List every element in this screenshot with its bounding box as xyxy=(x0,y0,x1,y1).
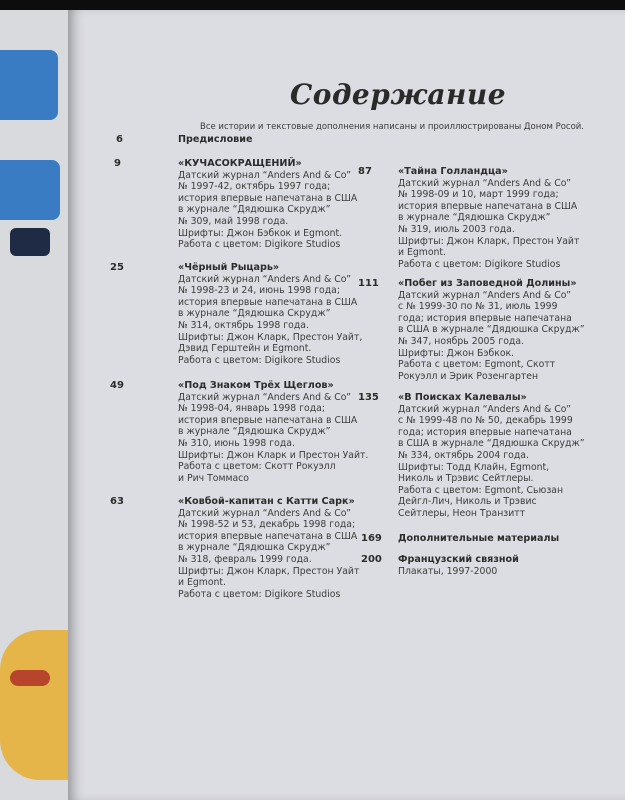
entry-detail-line: Датский журнал “Anders And & Co” xyxy=(398,403,571,415)
entry-detail-line: и Egmont. xyxy=(178,577,227,589)
entry-detail-line: история впервые напечатана в США xyxy=(398,200,578,212)
entry-detail-line: № 1998-04, январь 1998 года; xyxy=(178,403,326,415)
entry-detail-line: года; история впервые напечатана xyxy=(398,426,572,438)
entry-detail-line: в журнале “Дядюшка Скрудж” xyxy=(178,542,331,554)
entry-detail-line: № 347, ноябрь 2005 года. xyxy=(398,335,524,347)
entry-detail-line: история впервые напечатана в США xyxy=(178,414,358,426)
entry-title: Дополнительные материалы xyxy=(398,533,560,544)
entry-detail-line: Работа с цветом: Digikore Studios xyxy=(398,258,561,270)
page-number: 49 xyxy=(110,380,124,391)
page-number: 169 xyxy=(361,533,382,544)
comic-logo-dark-shape xyxy=(10,228,50,256)
facing-page-comic-art xyxy=(0,10,68,800)
entry-detail-line: года; история впервые напечатана xyxy=(398,312,572,324)
comic-character-shape xyxy=(0,630,68,780)
entry-detail-line: Работа с цветом: Egmont, Сьюзан xyxy=(398,484,564,496)
contents-entry xyxy=(178,158,357,251)
entry-detail-line: № 310, июнь 1998 года. xyxy=(178,437,295,449)
entry-detail-line: № 314, октябрь 1998 года. xyxy=(178,319,309,331)
entry-detail-line: в США в журнале “Дядюшка Скрудж” xyxy=(398,324,585,336)
page-number: 135 xyxy=(358,392,379,403)
entry-detail-line: в США в журнале “Дядюшка Скрудж” xyxy=(398,438,585,450)
entry-detail-line: Дейгл-Лич, Николь и Трэвис xyxy=(398,496,537,508)
entry-detail-line: Шрифты: Джон Кларк и Престон Уайт. xyxy=(178,449,369,461)
entry-detail-line: Плакаты, 1997-2000 xyxy=(398,565,498,577)
contents-entry xyxy=(178,262,362,366)
page-number: 111 xyxy=(358,278,379,289)
entry-title: «Чёрный Рыцарь» xyxy=(178,262,280,273)
entry-detail-line: Шрифты: Джон Кларк, Престон Уайт xyxy=(178,565,360,577)
entry-detail-line: и Egmont. xyxy=(398,247,447,259)
entry-detail-line: Датский журнал “Anders And & Co” xyxy=(398,177,571,189)
entry-detail-line: Николь и Трэвис Сейтлеры. xyxy=(398,473,534,485)
entry-detail-line: Работа с цветом: Digikore Studios xyxy=(178,588,341,600)
entry-title: «Побег из Заповедной Долины» xyxy=(398,278,577,289)
entry-detail-line: и Рич Томмасо xyxy=(178,472,249,484)
entry-detail-line: № 1997-42, октябрь 1997 года; xyxy=(178,181,331,193)
entry-detail-line: Шрифты: Джон Кларк, Престон Уайт xyxy=(398,235,580,247)
page-number: 87 xyxy=(358,166,372,177)
entry-title: Предисловие xyxy=(178,134,253,145)
entry-detail-line: в журнале “Дядюшка Скрудж” xyxy=(398,212,551,224)
contents-entry xyxy=(178,496,359,600)
entry-detail-line: № 1998-09 и 10, март 1999 года; xyxy=(398,189,559,201)
entry-detail-line: Датский журнал “Anders And & Co” xyxy=(398,289,571,301)
entry-detail-line: Шрифты: Джон Бэбкок. xyxy=(398,347,515,359)
entry-detail-line: Работа с цветом: Egmont, Скотт xyxy=(398,359,556,371)
contents-entry xyxy=(398,166,579,270)
entry-detail-line: история впервые напечатана в США xyxy=(178,296,358,308)
page-number: 25 xyxy=(110,262,124,273)
entry-detail-line: Датский журнал “Anders And & Co” xyxy=(178,169,351,181)
entry-detail-line: № 334, октябрь 2004 года. xyxy=(398,449,529,461)
page-subtitle: Все истории и текстовые дополнения написаны и проиллюстрированы Доном Росой. xyxy=(200,122,584,132)
entry-detail-line: Датский журнал “Anders And & Co” xyxy=(178,391,351,403)
entry-detail-line: в журнале “Дядюшка Скрудж” xyxy=(178,426,331,438)
entry-title: «Под Знаком Трёх Щеглов» xyxy=(178,380,334,391)
contents-entry xyxy=(398,554,519,577)
page-number: 9 xyxy=(114,158,121,169)
entry-detail-line: Работа с цветом: Скотт Рокуэлл xyxy=(178,461,336,473)
entry-detail-line: с № 1999-48 по № 50, декабрь 1999 xyxy=(398,415,573,427)
page-title: Содержание xyxy=(290,78,507,111)
entry-detail-line: история впервые напечатана в США xyxy=(178,192,358,204)
contents-entry xyxy=(178,134,252,146)
entry-detail-line: Шрифты: Тодд Клайн, Egmont, xyxy=(398,461,550,473)
contents-entry xyxy=(178,380,368,484)
contents-entry xyxy=(398,392,585,520)
entry-title: «КУЧАСОКРАЩЕНИЙ» xyxy=(178,158,302,169)
contents-page xyxy=(68,10,625,800)
comic-character-detail xyxy=(10,670,50,686)
entry-detail-line: № 318, февраль 1999 года. xyxy=(178,553,312,565)
entry-detail-line: Работа с цветом: Digikore Studios xyxy=(178,354,341,366)
entry-title: Французский связной xyxy=(398,554,519,565)
page-number: 6 xyxy=(116,134,123,145)
entry-detail-line: № 1998-52 и 53, декабрь 1998 года; xyxy=(178,519,356,531)
entry-detail-line: Работа с цветом: Digikore Studios xyxy=(178,239,341,251)
entry-detail-line: Датский журнал “Anders And & Co” xyxy=(178,273,351,285)
entry-detail-line: Сейтлеры, Неон Транзитт xyxy=(398,507,526,519)
entry-detail-line: № 309, май 1998 года. xyxy=(178,215,289,227)
entry-title: «В Поисках Калевалы» xyxy=(398,392,527,403)
entry-detail-line: Рокуэлл и Эрик Розенгартен xyxy=(398,370,539,382)
entry-detail-line: № 1998-23 и 24, июнь 1998 года; xyxy=(178,285,340,297)
contents-entry xyxy=(398,533,559,545)
entry-detail-line: в журнале “Дядюшка Скрудж” xyxy=(178,308,331,320)
entry-detail-line: Шрифты: Джон Бэбкок и Egmont. xyxy=(178,227,343,239)
entry-detail-line: Шрифты: Джон Кларк, Престон Уайт, xyxy=(178,331,363,343)
page-number: 200 xyxy=(361,554,382,565)
entry-detail-line: история впервые напечатана в США xyxy=(178,530,358,542)
comic-logo-blue-shape xyxy=(0,50,58,120)
entry-detail-line: с № 1999-30 по № 31, июль 1999 xyxy=(398,301,558,313)
contents-entry xyxy=(398,278,585,382)
entry-title: «Тайна Голландца» xyxy=(398,166,508,177)
entry-detail-line: Датский журнал “Anders And & Co” xyxy=(178,507,351,519)
entry-detail-line: № 319, июль 2003 года. xyxy=(398,223,515,235)
entry-detail-line: в журнале “Дядюшка Скрудж” xyxy=(178,204,331,216)
entry-title: «Ковбой-капитан с Катти Сарк» xyxy=(178,496,355,507)
page-number: 63 xyxy=(110,496,124,507)
entry-detail-line: Дэвид Герштейн и Egmont. xyxy=(178,343,312,355)
comic-logo-blue-shape xyxy=(0,160,60,220)
